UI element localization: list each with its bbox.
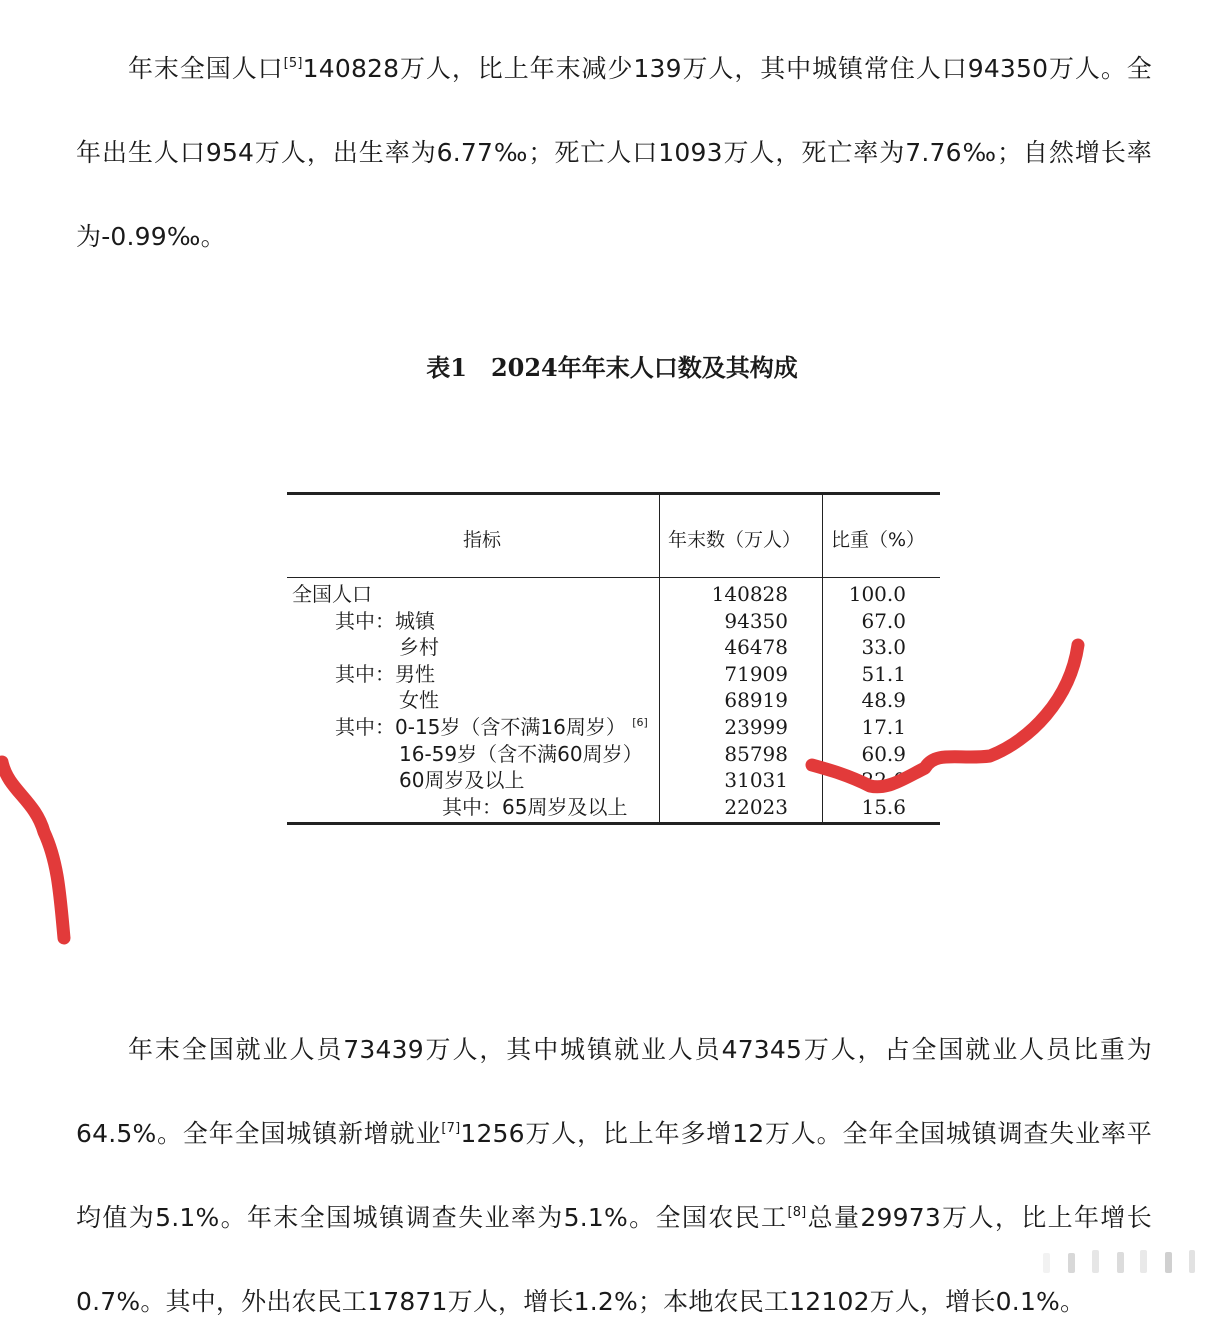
row-pct: 33.0	[861, 635, 906, 660]
row-pct: 15.6	[861, 794, 906, 819]
header-proportion: 比重（%）	[831, 529, 926, 551]
table-header	[287, 495, 940, 578]
row-value: 23999	[724, 714, 788, 739]
row-pct: 51.1	[861, 661, 906, 686]
footnote-ref-8[interactable]: [8]	[787, 1205, 807, 1220]
table-row	[287, 608, 940, 635]
para1-text-a: 年末全国人口	[128, 54, 284, 83]
row-value: 140828	[711, 582, 788, 606]
table-row	[287, 581, 940, 608]
row-pct: 22.0	[861, 768, 906, 793]
bar-glyph	[1165, 1252, 1172, 1273]
red-pen-stroke-left	[2, 762, 64, 938]
header-indicator: 指标	[463, 529, 502, 551]
row-value: 71909	[724, 661, 788, 686]
table-row	[287, 794, 940, 821]
header-year-end: 年末数（万人）	[668, 529, 802, 551]
population-table	[287, 492, 940, 825]
row-pct: 17.1	[861, 714, 906, 739]
table-row	[287, 634, 940, 661]
row-value: 31031	[724, 768, 788, 793]
row-label: 全国人口	[292, 582, 372, 606]
table-row	[287, 714, 940, 741]
row-value: 46478	[724, 635, 788, 660]
row-value: 68919	[724, 688, 788, 713]
row-pct: 67.0	[861, 608, 906, 633]
row-value: 85798	[724, 741, 788, 766]
table-body	[287, 578, 940, 822]
table-row	[287, 741, 940, 768]
row-label: 60周岁及以上	[399, 768, 525, 793]
table-row	[287, 767, 940, 794]
paragraph-employment	[76, 1008, 1152, 1344]
row-label: 其中：65周岁及以上	[442, 794, 628, 819]
para2-text-a: 年末全国就业人员73439万人，其中城镇就业人员47345万人，占全国就业人员比重为64.5%。全年全国城镇新增就业	[76, 1035, 1152, 1148]
paragraph-population	[76, 27, 1152, 279]
para2-text-b: 1256万人，比上年多增12万人。全年全国城镇调查失业率平均值为5.1%。年末全国城镇调查失业率为5.1%。全国农民工	[76, 1119, 1152, 1232]
para2-text-c: 总量29973万人，比上年增长0.7%。其中，外出农民工17871万人，增长1.2%；本地农民工12102万人，增长0.1%。	[76, 1203, 1153, 1316]
row-label: 女性	[399, 688, 439, 713]
row-value: 94350	[724, 608, 788, 633]
footnote-ref-6[interactable]: [6]	[632, 715, 648, 729]
table-row	[287, 661, 940, 688]
row-label: 其中：城镇	[335, 608, 435, 633]
row-pct: 60.9	[861, 741, 906, 766]
footnote-ref-7[interactable]: [7]	[441, 1121, 461, 1136]
table-title: 表1 2024年年末人口数及其构成	[426, 353, 798, 382]
row-label: 其中：男性	[335, 661, 435, 686]
table-row	[287, 687, 940, 714]
row-pct: 48.9	[861, 688, 906, 713]
row-label: 16-59岁（含不满60周岁）	[399, 741, 643, 766]
para1-text-b: 140828万人，比上年末减少139万人，其中城镇常住人口94350万人。全年出生人口954万人，出生率为6.77‰；死亡人口1093万人，死亡率为7.76‰；自然增长率为-0.99‰。	[76, 54, 1152, 251]
row-pct: 100.0	[848, 582, 906, 606]
row-value: 22023	[724, 794, 788, 819]
row-label-text: 其中：0-15岁（含不满16周岁）	[335, 714, 626, 739]
row-label: 乡村	[399, 635, 439, 660]
bar-glyph	[1189, 1250, 1195, 1273]
footnote-ref-5[interactable]: [5]	[283, 56, 303, 71]
row-label	[335, 714, 648, 741]
